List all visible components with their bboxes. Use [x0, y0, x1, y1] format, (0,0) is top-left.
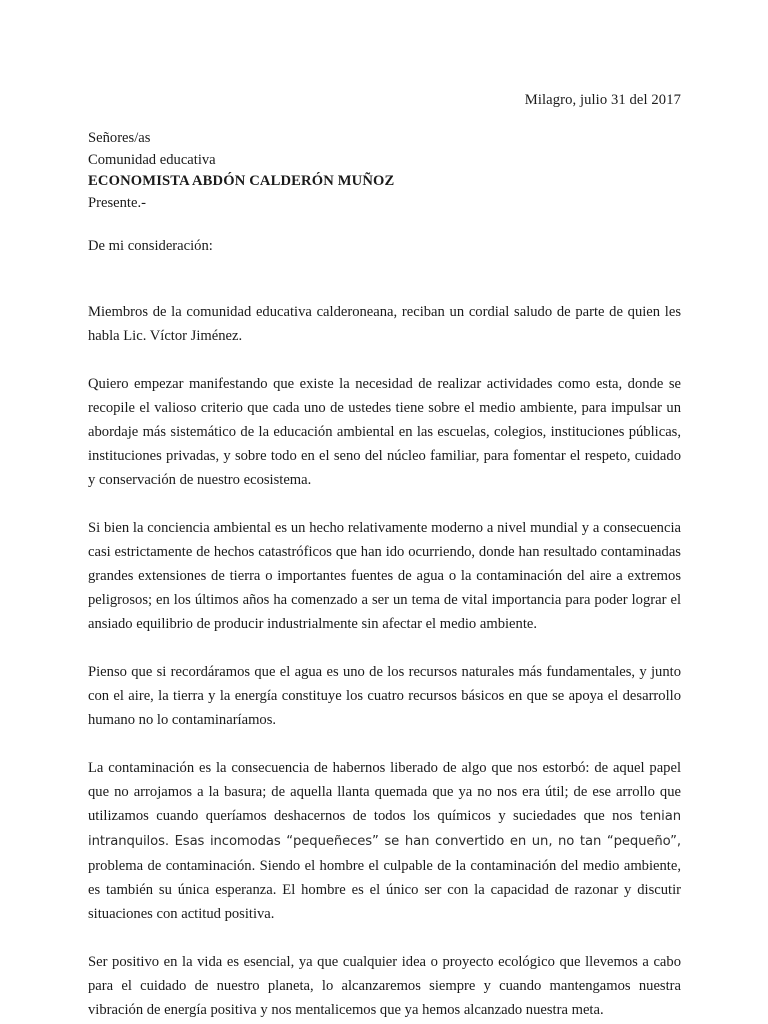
- letter-body: [88, 300, 681, 1022]
- paragraph-3: Si bien la conciencia ambiental es un hecho relativamente moderno a nivel mundial y a consecuencia casi estrictamente de hechos catastróficos que han ido ocurriendo, donde han resultado contaminadas grandes extensiones de tierra o importantes fuentes de agua o la contaminación del aire a extremos peligrosos; en los últimos años ha comenzado a ser un tema de vital importancia para poder lograr el ansiado equilibrio de producir industrialmente sin afectar el medio ambiente.: [88, 520, 681, 632]
- paragraph-6: Ser positivo en la vida es esencial, ya que cualquier idea o proyecto ecológico que llevemos a cabo para el cuidado de nuestro planeta, lo alcanzaremos siempre y cuando mantengamos nuestra vibración de energía positiva y nos mentalicemos que ya hemos alcanzado nuestra meta.: [88, 954, 681, 1018]
- addressee-line-organization: Comunidad educativa: [88, 151, 216, 168]
- addressee-line-institution-name: ECONOMISTA ABDÓN CALDERÓN MUÑOZ: [88, 173, 395, 189]
- paragraph-5: [88, 756, 681, 926]
- addressee-line-salutation-plural: Señores/as: [88, 130, 151, 146]
- paragraph-4: Pienso que si recordáramos que el agua es uno de los recursos naturales más fundamentales, y junto con el aire, la tierra y la energía constituye los cuatro recursos básicos en que se apoya el desarrollo humano no lo contaminaríamos.: [88, 664, 681, 728]
- addressee-block: [88, 128, 681, 214]
- paragraph-1: Miembros de la comunidad educativa calderoneana, reciban un cordial saludo de parte de quien les habla Lic. Víctor Jiménez.: [88, 304, 681, 344]
- salutation-line: De mi consideración:: [88, 238, 213, 254]
- addressee-line-presente: Presente.-: [88, 194, 146, 211]
- paragraph-5-segment-b: problema de contaminación. Siendo el hombre el culpable de la contaminación del medio ambiente, es también su única esperanza. El hombre es el único ser con la capacidad de razonar y discutir situaciones con actitud positiva.: [88, 858, 681, 922]
- paragraph-2: Quiero empezar manifestando que existe la necesidad de realizar actividades como esta, donde se recopile el valioso criterio que cada uno de ustedes tiene sobre el medio ambiente, para impulsar un abordaje más sistemático de la educación ambiental en las escuelas, colegios, instituciones públicas, instituciones privadas, y sobre todo en el seno del núcleo familiar, para fomentar el respeto, cuidado y conservación de nuestro ecosistema.: [88, 376, 681, 488]
- letter-content: [88, 0, 681, 1022]
- date-line: Milagro, julio 31 del 2017: [524, 92, 681, 108]
- paragraph-5-segment-a: La contaminación es la consecuencia de habernos liberado de algo que nos estorbó: de aquel papel que no arrojamos a la basura; de aquella llanta quemada que ya no nos era útil; de ese arrollo que utilizamos cuando queríamos deshacernos de todos los químicos y suciedades que nos: [88, 760, 681, 824]
- paragraph-5-segment-alternate-typeface: tenian intranquilos. Esas incomodas “pequeñeces” se han convertido en un, no tan “pequeño”,: [88, 809, 681, 849]
